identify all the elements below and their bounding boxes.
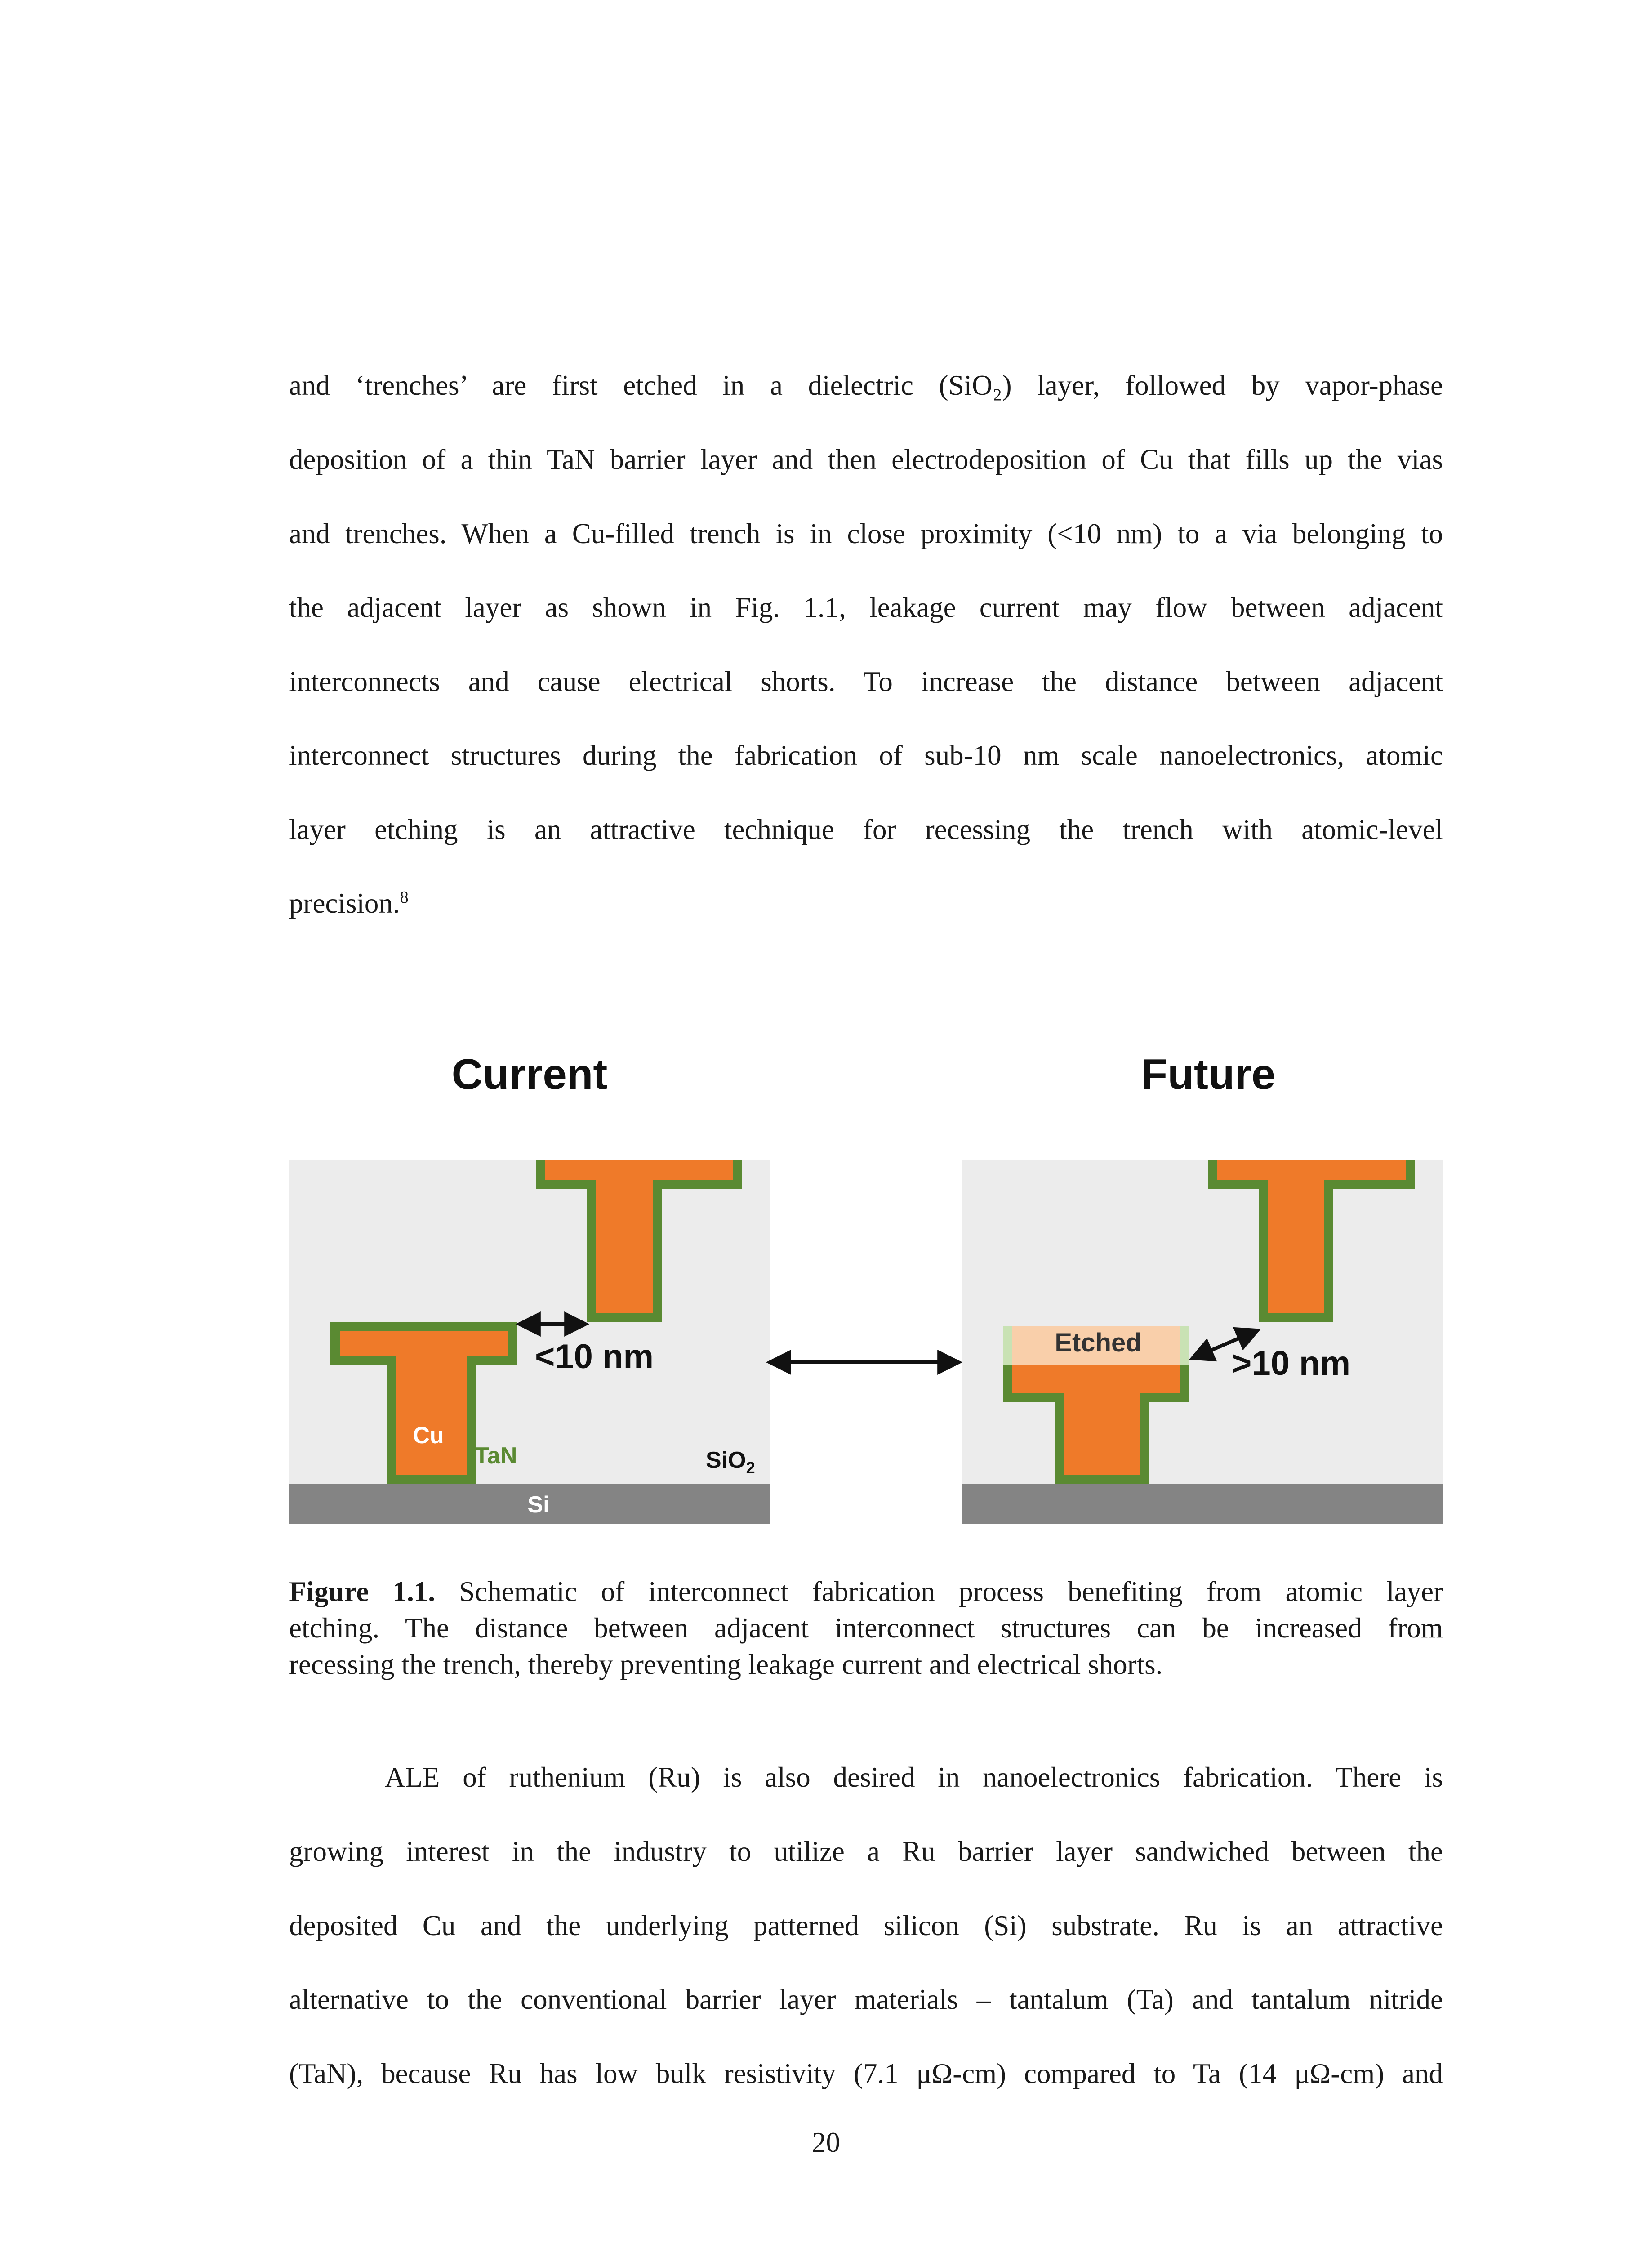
text-line: the adjacent layer as shown in Fig. 1.1, leakage current may flow between adjacent [289, 592, 1443, 623]
text-line: alternative to the conventional barrier layer materials – tantalum (Ta) and tantalum nitride [289, 1984, 1443, 2015]
label-gt-10nm: >10 nm [1232, 1344, 1351, 1383]
title-future: Future [1141, 1050, 1276, 1098]
label-lt-10nm: <10 nm [535, 1338, 654, 1376]
text-line: and ‘trenches’ are first etched in a dielectric (SiO₂) layer, followed by vapor-phase [289, 370, 1443, 401]
text-line: and trenches. When a Cu-filled trench is in close proximity (<10 nm) to a via belonging to [289, 518, 1443, 549]
label-cu: Cu [413, 1423, 444, 1449]
si-substrate [962, 1484, 1443, 1524]
text-line: precision. [289, 888, 400, 919]
label-si: Si [527, 1492, 550, 1518]
text-line: layer etching is an attractive technique for recessing the trench with atomic-level [289, 814, 1443, 845]
panel-current [289, 1160, 770, 1524]
text-line: deposited Cu and the underlying patterned silicon (Si) substrate. Ru is an attractive [289, 1910, 1443, 1941]
label-sio2: SiO$_2$ [706, 1447, 755, 1477]
text-line: ALE of ruthenium (Ru) is also desired in nanoelectronics fabrication. There is [385, 1762, 1443, 1793]
text-line: growing interest in the industry to utilize a Ru barrier layer sandwiched between the [289, 1836, 1443, 1867]
text-line: deposition of a thin TaN barrier layer and then electrodeposition of Cu that fills up the vias [289, 444, 1443, 475]
caption-line: etching. The distance between adjacent interconnect structures can be increased from [289, 1612, 1443, 1644]
caption-line: recessing the trench, thereby preventing leakage current and electrical shorts. [289, 1649, 1163, 1680]
caption-line [289, 1574, 1443, 1610]
text-line: interconnects and cause electrical shorts. To increase the distance between adjacent [289, 666, 1443, 697]
panel-future [962, 1160, 1443, 1524]
page-number: 20 [812, 2127, 840, 2158]
text-line: interconnect structures during the fabrication of sub-10 nm scale nanoelectronics, atomic [289, 740, 1443, 771]
figure-label: Figure 1.1. [289, 1576, 436, 1607]
title-current: Current [451, 1050, 608, 1098]
label-tan: TaN [475, 1443, 517, 1469]
text-line: (TaN), because Ru has low bulk resistivity (7.1 μΩ-cm) compared to Ta (14 μΩ-cm) and [289, 2058, 1443, 2089]
caption-text: Schematic of interconnect fabrication process benefiting from atomic layer [459, 1576, 1443, 1607]
sio2-dielectric [962, 1160, 1443, 1484]
label-etched: Etched [1055, 1328, 1142, 1357]
reference-superscript: 8 [400, 888, 409, 907]
